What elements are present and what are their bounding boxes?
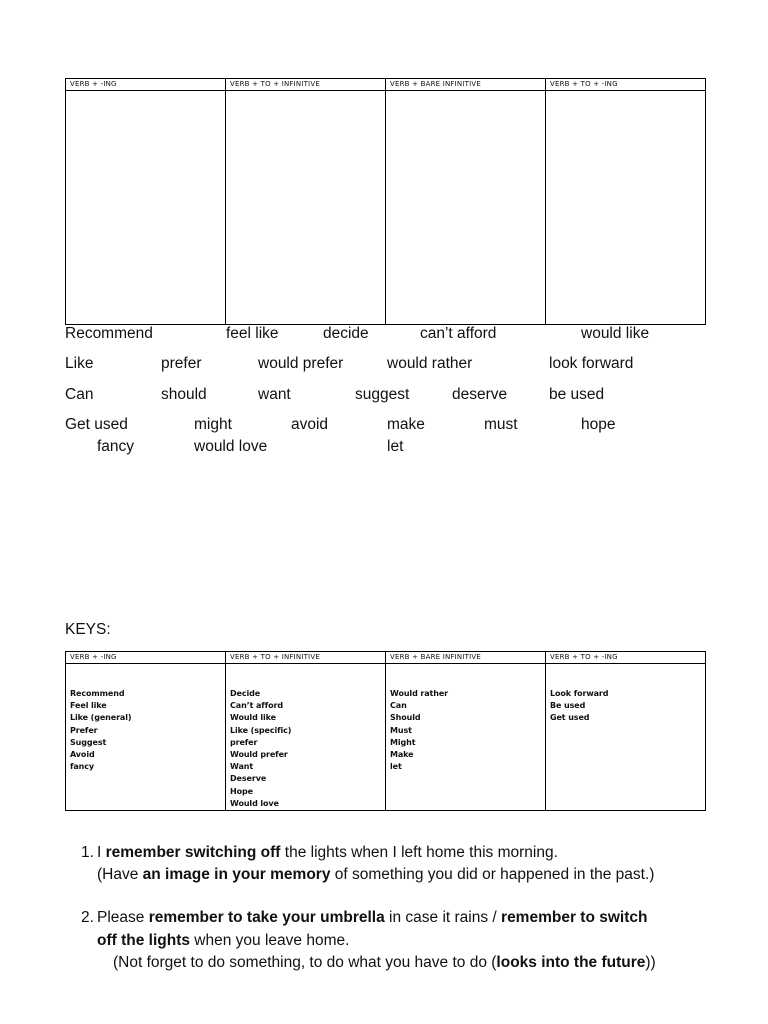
example-explanation bbox=[113, 953, 656, 973]
word: can’t afford bbox=[420, 325, 497, 342]
word: feel like bbox=[226, 325, 279, 342]
key-column-verb-to-ing bbox=[546, 664, 706, 811]
word: want bbox=[258, 386, 291, 403]
example-number: 1. bbox=[81, 844, 94, 861]
word: must bbox=[484, 416, 518, 433]
example-number: 2. bbox=[81, 909, 94, 926]
word: suggest bbox=[355, 386, 410, 403]
key-item: Recommend bbox=[70, 689, 125, 698]
header-verb-bare-infinitive: VERB + BARE INFINITIVE bbox=[386, 652, 546, 664]
word: Like bbox=[65, 355, 94, 372]
key-item: fancy bbox=[70, 762, 95, 772]
key-item: Like (general) bbox=[70, 713, 132, 723]
bold-phrase: remember to switch bbox=[501, 909, 648, 926]
empty-cell bbox=[66, 91, 226, 325]
text: I bbox=[97, 844, 106, 861]
header-verb-ing: VERB + -ING bbox=[66, 652, 226, 664]
key-item: Can’t afford bbox=[230, 701, 283, 711]
empty-cell bbox=[546, 91, 706, 325]
key-item: Suggest bbox=[70, 737, 107, 747]
word: decide bbox=[323, 325, 369, 342]
word: deserve bbox=[452, 386, 508, 403]
sorting-table bbox=[65, 78, 706, 325]
text: the lights when I left home this morning. bbox=[280, 844, 558, 861]
header-verb-to-infinitive: VERB + TO + INFINITIVE bbox=[226, 79, 386, 91]
text: Please bbox=[97, 909, 149, 926]
key-item: Deserve bbox=[230, 774, 267, 784]
word: might bbox=[194, 416, 232, 433]
example-explanation bbox=[97, 865, 654, 885]
text: when you leave home. bbox=[190, 932, 350, 949]
word: would rather bbox=[387, 355, 473, 372]
word: Recommend bbox=[65, 325, 153, 342]
word: fancy bbox=[97, 438, 135, 455]
key-item: Decide bbox=[230, 689, 261, 698]
header-verb-to-ing: VERB + TO + -ING bbox=[546, 79, 706, 91]
example-sentence bbox=[97, 908, 647, 928]
word: hope bbox=[581, 416, 616, 433]
key-item: Want bbox=[230, 762, 254, 772]
word: prefer bbox=[161, 355, 202, 372]
bold-phrase: looks into the future bbox=[496, 954, 646, 971]
key-item: Avoid bbox=[70, 750, 95, 760]
bold-phrase: remember switching off bbox=[105, 844, 281, 861]
text: in case it rains / bbox=[384, 909, 502, 926]
key-item: Get used bbox=[550, 713, 590, 723]
word: would like bbox=[581, 325, 650, 342]
word: look forward bbox=[549, 355, 634, 372]
keys-label: KEYS: bbox=[65, 621, 111, 638]
key-item: Might bbox=[390, 737, 416, 747]
header-verb-ing: VERB + -ING bbox=[66, 79, 226, 91]
word: be used bbox=[549, 386, 605, 403]
word: Get used bbox=[65, 416, 128, 433]
key-item: Would rather bbox=[390, 689, 449, 698]
key-item: Make bbox=[390, 750, 414, 760]
key-item: Feel like bbox=[70, 701, 107, 711]
word: let bbox=[387, 438, 404, 455]
bold-phrase: remember to take your umbrella bbox=[148, 909, 385, 926]
keys-table bbox=[65, 651, 706, 811]
text: of something you did or happened in the past.) bbox=[330, 866, 655, 883]
key-column-verb-bare-infinitive bbox=[386, 664, 546, 811]
bold-phrase: off the lights bbox=[97, 932, 190, 949]
key-column-verb-ing bbox=[66, 664, 226, 811]
word: Can bbox=[65, 386, 94, 403]
word: avoid bbox=[291, 416, 329, 433]
text: )) bbox=[645, 954, 656, 971]
key-column-verb-to-infinitive bbox=[226, 664, 386, 811]
key-item: Would prefer bbox=[230, 750, 288, 760]
key-item: Must bbox=[390, 725, 412, 735]
text: (Have bbox=[97, 866, 143, 883]
word: make bbox=[387, 416, 425, 433]
word: should bbox=[161, 386, 207, 403]
key-item: Like (specific) bbox=[230, 725, 292, 735]
header-verb-to-infinitive: VERB + TO + INFINITIVE bbox=[226, 652, 386, 664]
word: would prefer bbox=[258, 355, 344, 372]
key-item: let bbox=[390, 762, 402, 772]
text: (Not forget to do something, to do what you have to do ( bbox=[113, 954, 497, 971]
key-item: Would love bbox=[230, 798, 279, 808]
key-item: Prefer bbox=[70, 725, 98, 735]
bold-phrase: an image in your memory bbox=[142, 866, 331, 883]
key-item: prefer bbox=[230, 737, 258, 747]
key-item: Hope bbox=[230, 786, 253, 796]
empty-cell bbox=[386, 91, 546, 325]
key-item: Should bbox=[390, 713, 421, 723]
header-verb-bare-infinitive: VERB + BARE INFINITIVE bbox=[386, 79, 546, 91]
header-verb-to-ing: VERB + TO + -ING bbox=[546, 652, 706, 664]
empty-cell bbox=[226, 91, 386, 325]
key-item: Be used bbox=[550, 701, 586, 711]
example-sentence bbox=[97, 843, 558, 863]
key-item: Can bbox=[390, 701, 407, 711]
example-sentence-cont bbox=[97, 931, 349, 951]
key-item: Would like bbox=[230, 713, 277, 723]
key-item: Look forward bbox=[550, 689, 609, 698]
word: would love bbox=[194, 438, 268, 455]
